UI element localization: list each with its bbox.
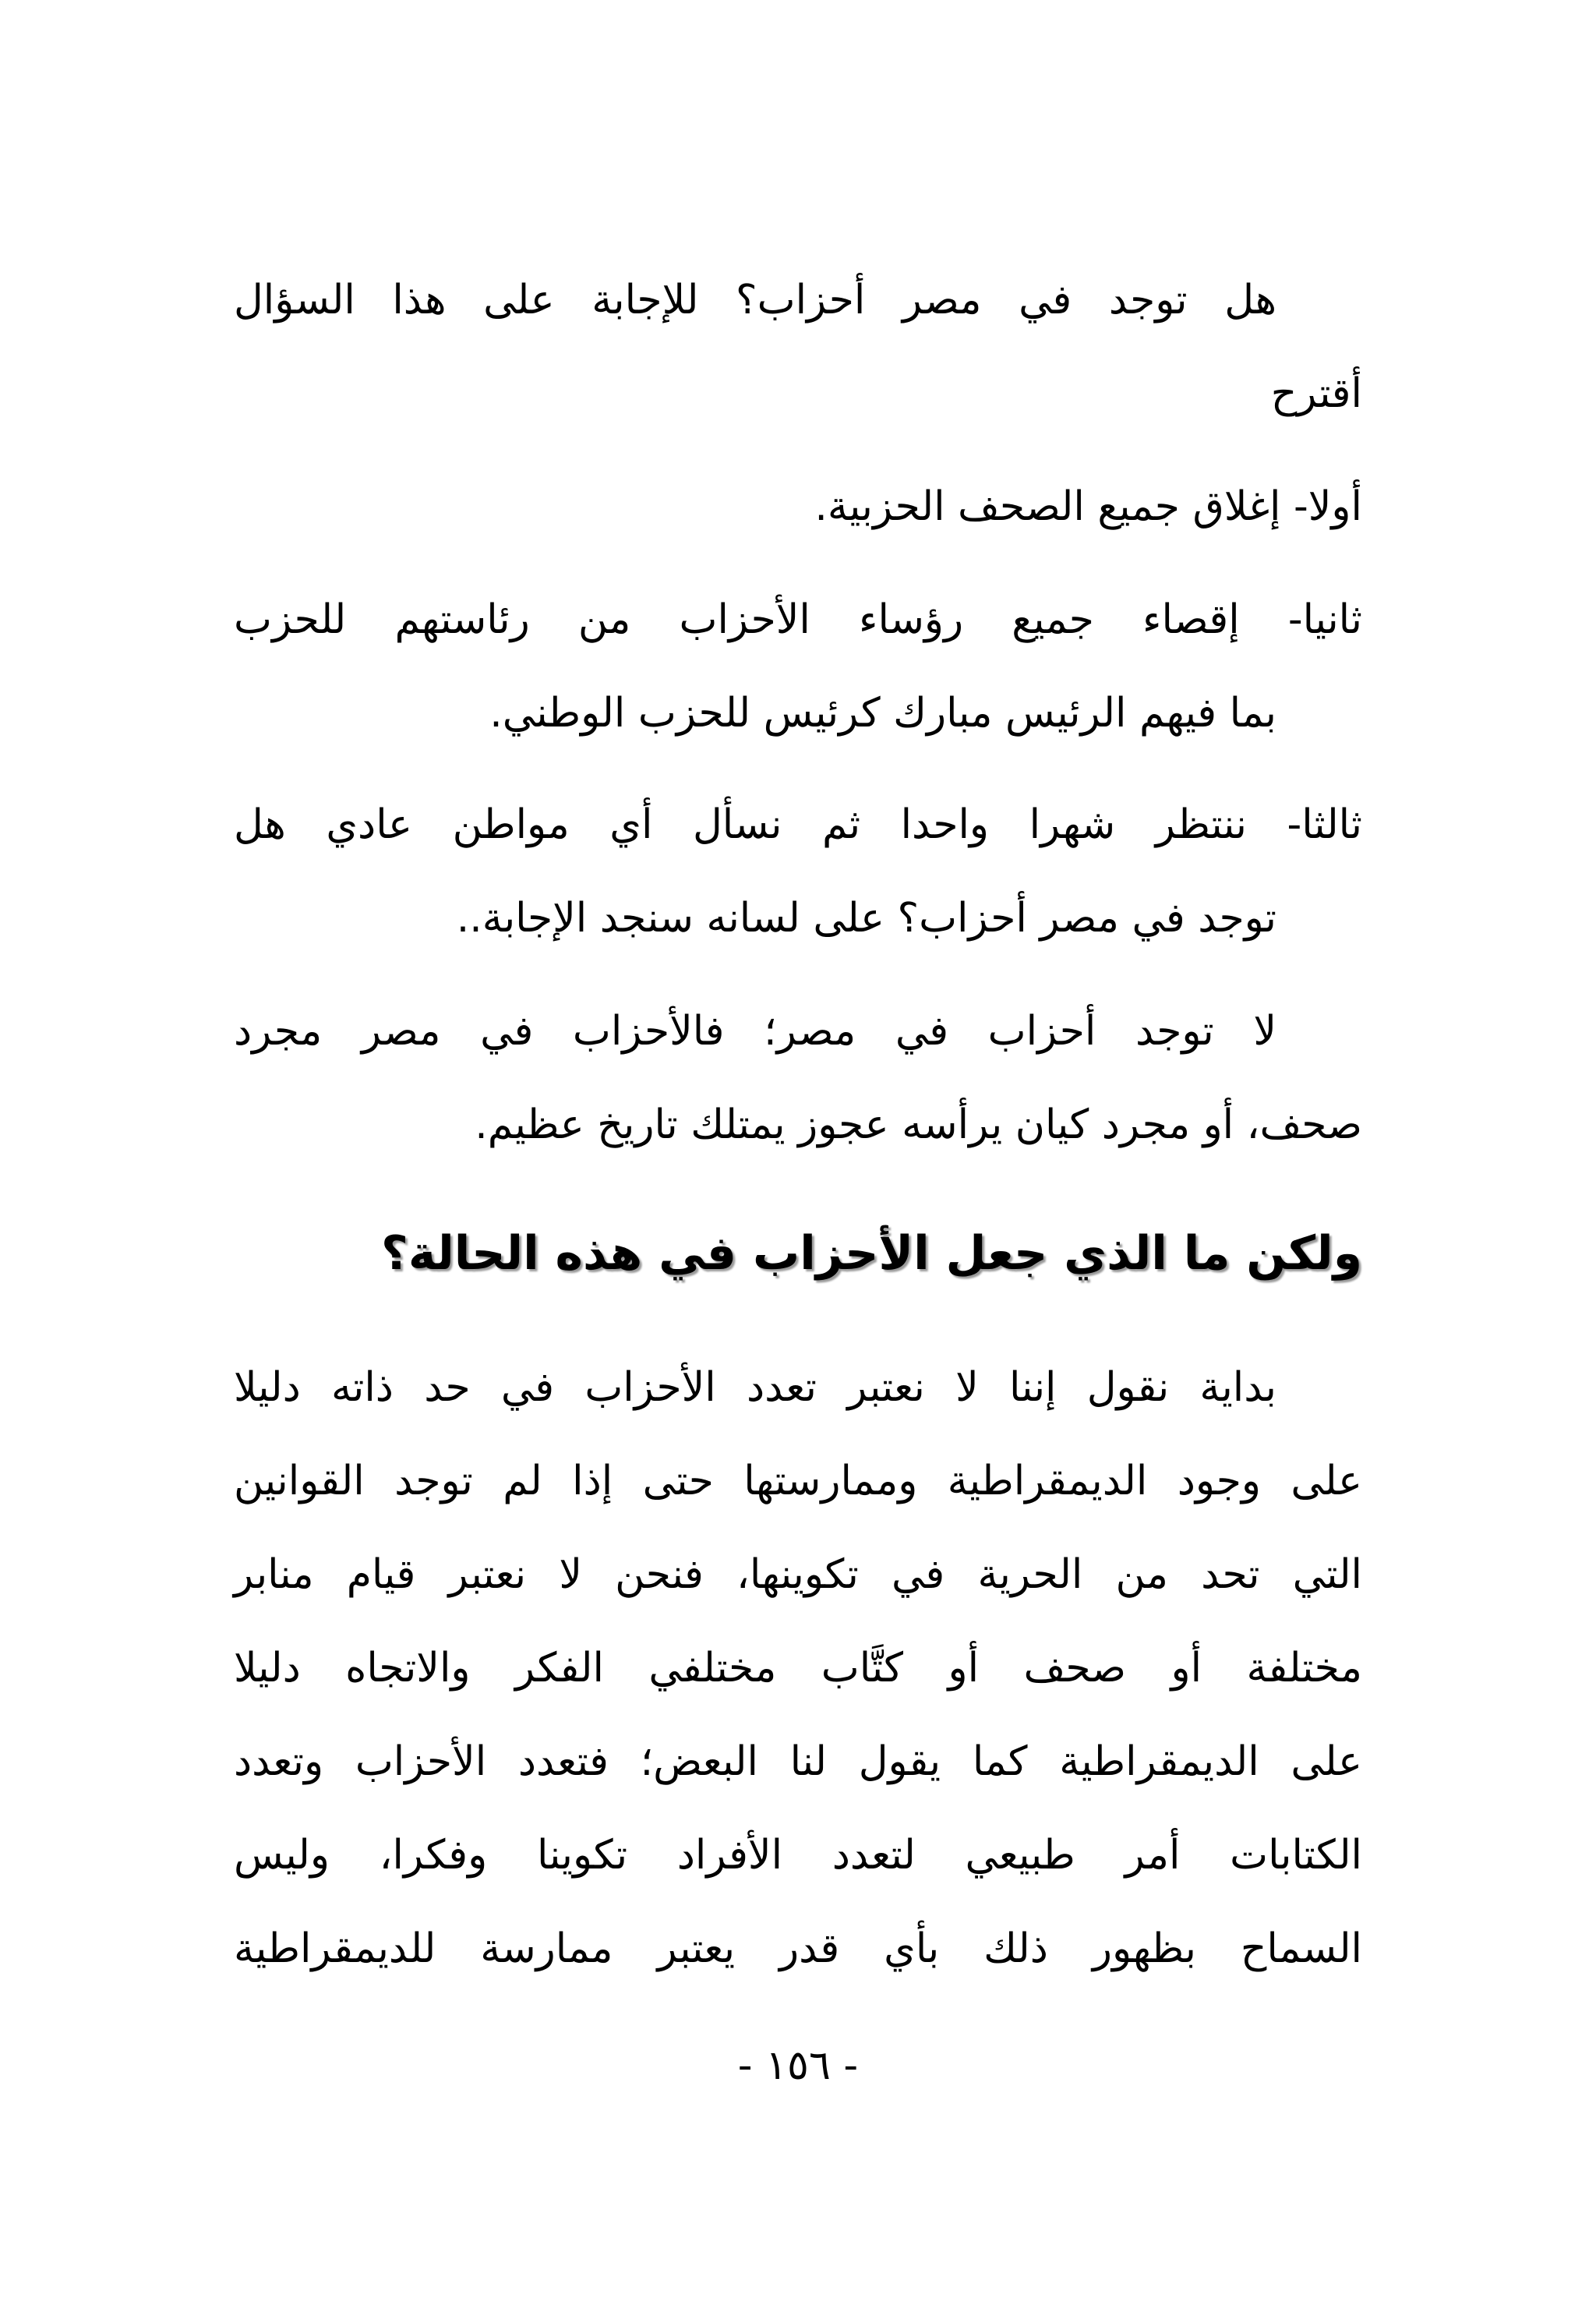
proposal-item-2-line-2: بما فيهم الرئيس مبارك كرئيس للحزب الوطني.	[489, 690, 1276, 737]
proposal-item-2	[234, 573, 1362, 760]
proposal-item-3-line-2: توجد في مصر أحزاب؟ على لسانه سنجد الإجابة..	[456, 895, 1276, 942]
proposal-item-1	[234, 460, 1362, 553]
body-line-6: الكتابات أمر طبيعي لتعدد الأفراد تكوينا وفكرا، وليس	[234, 1832, 1362, 1879]
conclusion-line-1: لا توجد أحزاب في مصر؛ فالأحزاب في مصر مجرد	[234, 1008, 1276, 1055]
body-line-3: التي تحد من الحرية في تكوينها، فنحن لا نعتبر قيام منابر	[234, 1551, 1362, 1598]
intro-line-2: أقترح	[1270, 370, 1362, 417]
proposal-item-2-line-1: ثانيا- إقصاء جميع رؤساء الأحزاب من رئاستهم للحزب	[234, 596, 1362, 643]
intro-line-1: هل توجد في مصر أحزاب؟ للإجابة على هذا السؤال	[234, 277, 1276, 323]
intro-paragraph	[234, 253, 1362, 440]
body-line-5: على الديمقراطية كما يقول لنا البعض؛ فتعدد الأحزاب وتعدد	[234, 1738, 1362, 1785]
proposal-item-1-line-1: أولا- إغلاق جميع الصحف الحزبية.	[814, 483, 1362, 530]
proposal-item-3-line-1: ثالثا- ننتظر شهرا واحدا ثم نسأل أي مواطن عادي هل	[234, 801, 1362, 848]
conclusion-line-2: صحف، أو مجرد كيان يرأسه عجوز يمتلك تاريخ عظيم.	[475, 1101, 1362, 1148]
body-line-4: مختلفة أو صحف أو كتَّاب مختلفي الفكر والاتجاه دليلا	[234, 1645, 1362, 1692]
section-heading: ولكن ما الذي جعل الأحزاب في هذه الحالة؟	[381, 1226, 1362, 1281]
body-line-2: على وجود الديمقراطية وممارستها حتى إذا لم توجد القوانين	[234, 1458, 1362, 1504]
page-number: - ١٥٦ -	[737, 2042, 859, 2089]
body-line-7: السماح بظهور ذلك بأي قدر يعتبر ممارسة للديمقراطية	[234, 1925, 1362, 1972]
body-line-1: بداية نقول إننا لا نعتبر تعدد الأحزاب في حد ذاته دليلا	[234, 1364, 1276, 1411]
body-paragraph	[234, 1341, 1362, 1996]
proposal-item-3	[234, 778, 1362, 965]
conclusion-paragraph	[234, 985, 1362, 1172]
